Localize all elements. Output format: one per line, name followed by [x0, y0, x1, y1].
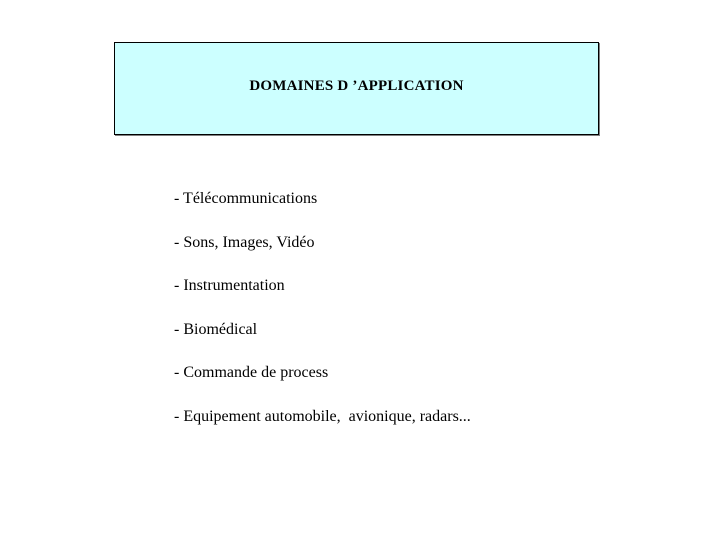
list-item-telecommunications: - Télécommunications: [174, 190, 318, 207]
list-item-instrumentation: - Instrumentation: [174, 277, 285, 295]
list-item-commande-de-process: - Commande de process: [174, 364, 329, 382]
title-box: [114, 42, 599, 135]
list-item-sons-images-video: - Sons, Images, Vidéo: [174, 233, 315, 251]
list-item-equipement-automobile: - Equipement automobile, avionique, radars...: [174, 407, 471, 425]
slide-title: DOMAINES D ’APPLICATION: [249, 78, 464, 94]
list-item-biomedical: - Biomédical: [174, 320, 258, 338]
application-domains-list: [174, 189, 471, 451]
